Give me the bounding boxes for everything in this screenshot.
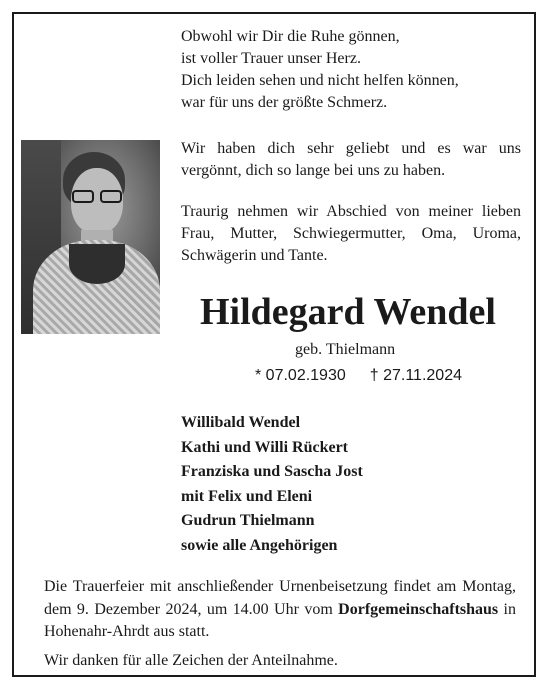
portrait-photo [21,140,160,334]
poem [181,26,521,114]
funeral-text-end: in Hohenahr-Ahrdt aus statt. [44,600,516,640]
list-item: Gudrun Thielmann [181,512,315,529]
farewell-paragraph: Traurig nehmen wir Abschied von meiner lieben Frau, Mutter, Schwiegermutter, Oma, Uroma, Schwägerin und Tante. [181,203,521,264]
list-item: mit Felix und Eleni [181,487,313,505]
list-item: Franziska und Sascha Jost [181,463,363,480]
list-item: Willibald Wendel [181,414,301,431]
mourners-list [181,411,363,558]
list-item: Kathi und Willi Rückert [181,438,348,456]
birth-name: geb. Thielmann [295,341,396,358]
list-item: sowie alle Angehörigen [181,536,338,554]
love-paragraph: Wir haben dich sehr geliebt und es war uns vergönnt, dich so lange bei uns zu haben. [181,140,521,179]
deceased-name: Hildegard Wendel [200,291,496,333]
poem-line: Dich leiden sehen und nicht helfen können, [181,72,459,89]
death-date: † 27.11.2024 [369,367,462,384]
poem-line: Obwohl wir Dir die Ruhe gönnen, [181,28,400,45]
funeral-text: Die Trauerfeier mit anschließender Urnenbeisetzung findet am Montag, dem 9. Dezember 2024, um 14.00 Uhr vom [44,578,516,618]
life-dates [255,366,462,386]
thanks-line: Wir danken für alle Zeichen der Anteilnahme. [44,652,338,669]
funeral-venue: Dorfgemeinschaftshaus [338,600,499,618]
funeral-info [44,576,516,644]
poem-line: ist voller Trauer unser Herz. [181,50,361,67]
birth-date: * 07.02.1930 [255,367,346,384]
poem-line: war für uns der größte Schmerz. [181,94,388,111]
